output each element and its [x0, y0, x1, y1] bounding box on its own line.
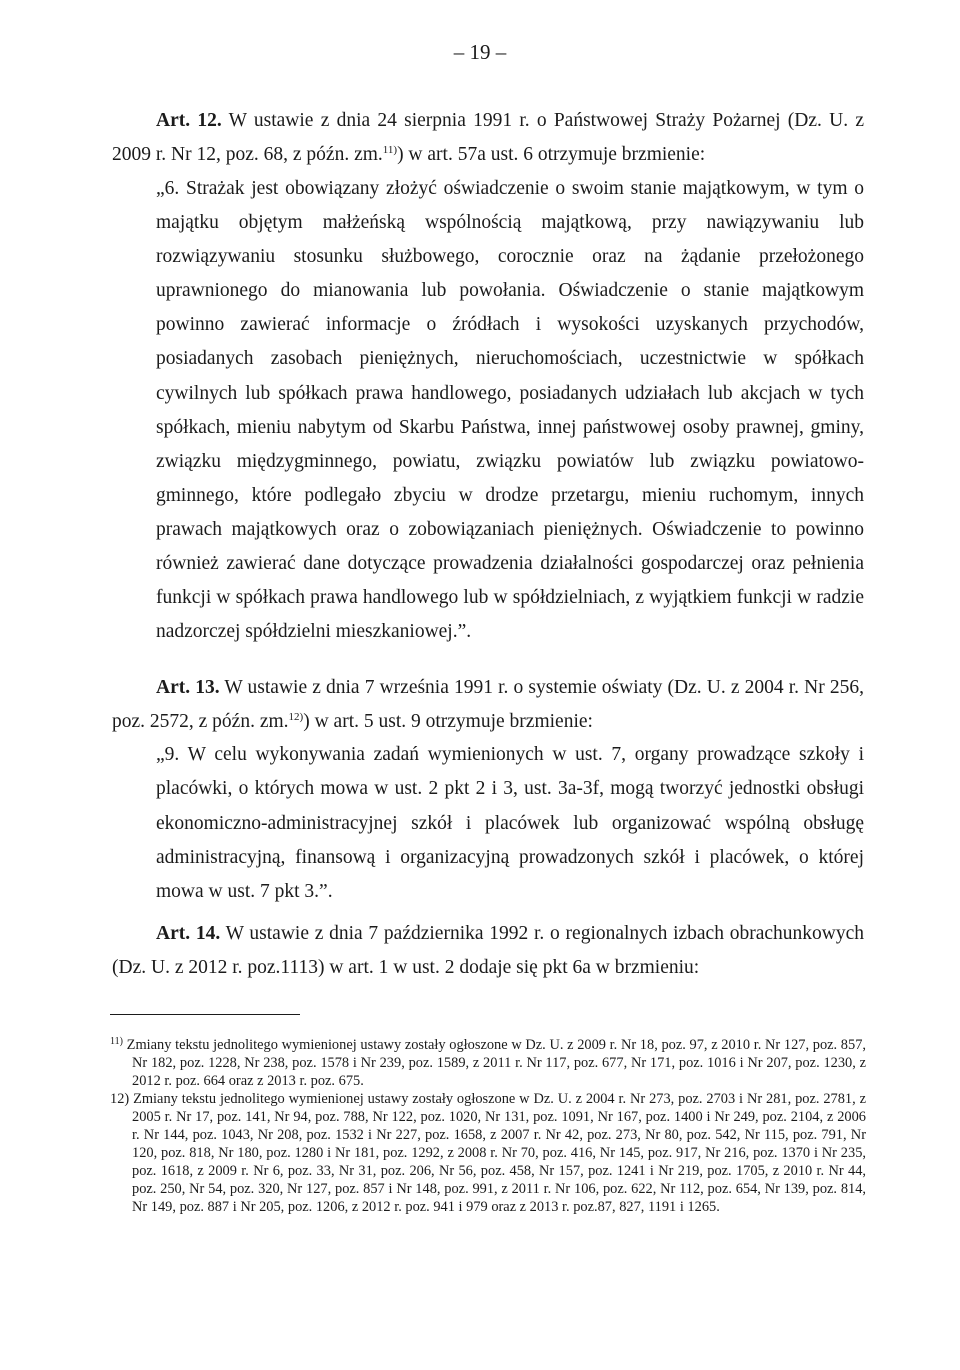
art-12-text-a: W ustawie z dnia 24 sierpnia 1991 r. o Państwowej Straży Pożarnej (Dz. U. z 2009 r. Nr 12, poz. 68, z późn. zm. — [112, 110, 864, 165]
footnote-11-text: Zmiany tekstu jednolitego wymienionej ustawy zostały ogłoszone w Dz. U. z 2009 r. Nr 18, poz. 97, z 2010 r. Nr 127, poz. 857, Nr 182, poz. 1228, Nr 238, poz. 1578 i Nr 239, poz. 1589, z 2011 r. Nr 117, poz. 677, Nr 171, poz. 1016 i Nr 207, poz. 1230, z 2012 r. poz. 664 oraz z 2013 r. poz. 675. — [122, 1037, 866, 1089]
art-12-paragraph — [112, 104, 864, 172]
page-number: – 19 – — [453, 40, 507, 64]
art-13-text-a: W ustawie z dnia 7 września 1991 r. o systemie oświaty (Dz. U. z 2004 r. Nr 256, poz. 2572, z późn. zm. — [112, 677, 864, 732]
footnote-11 — [110, 1036, 866, 1090]
art-14-paragraph — [112, 917, 864, 985]
footnote-11-mark: 11) — [110, 1036, 123, 1047]
art-14-heading: Art. 14. — [156, 923, 221, 944]
footnote-12-text: Zmiany tekstu jednolitego wymienionej ustawy zostały ogłoszone w Dz. U. z 2004 r. Nr 273, poz. 2703 i Nr 281, poz. 2781, z 2005 r. Nr 17, poz. 141, Nr 94, poz. 788, Nr 122, poz. 1020, Nr 131, poz. 1091, Nr 167, poz. 1400 i Nr 249, poz. 2104, z 2006 r. Nr 144, poz. 1043, Nr 208, poz. 1532 i Nr 227, poz. 1658, z 2007 r. Nr 42, poz. 273, Nr 80, poz. 542, Nr 115, poz. 791, Nr 120, poz. 818, Nr 180, poz. 1280 i Nr 181, poz. 1292, z 2008 r. Nr 70, poz. 416, Nr 145, poz. 917, Nr 216, poz. 1370 i Nr 235, poz. 1618, z 2009 r. Nr 6, poz. 33, Nr 31, poz. 206, Nr 56, poz. 458, Nr 157, poz. 1241 i Nr 219, poz. 1705, z 2010 r. Nr 44, poz. 250, Nr 54, poz. 320, Nr 127, poz. 857 i Nr 148, poz. 991, z 2011 r. Nr 106, poz. 622, Nr 112, poz. 654, Nr 139, poz. 814, Nr 149, poz. 887 i Nr 205, poz. 1206, z 2012 r. poz. 941 i 979 oraz z 2013 r. poz.87, 827, 1191 i 1265. — [129, 1091, 866, 1215]
footnote-12-mark: 12) — [110, 1091, 130, 1107]
art-14-text: W ustawie z dnia 7 października 1992 r. o regionalnych izbach obrachunkowych (Dz. U. z 2012 r. poz.1113) w art. 1 w ust. 2 dodaje się pkt 6a w brzmieniu: — [112, 923, 864, 978]
art-13-heading: Art. 13. — [156, 677, 220, 698]
art-13-paragraph — [112, 671, 864, 739]
art-13-text-b: ) w art. 5 ust. 9 otrzymuje brzmienie: — [303, 711, 593, 732]
art-13-quoted-provision: „9. W celu wykonywania zadań wymienionych w ust. 7, organy prowadzące szkoły i placówki, o których mowa w ust. 2 pkt 2 i 3, ust. 3a-3f, mogą tworzyć jednostki obsługi ekonomiczno-administracyjnej szkół i placówek lub organizować wspólną obsługę administracyjną, finansową i organizacyjną prowadzonych szkół i placówek, o której mowa w ust. 7 pkt 3.”. — [156, 744, 864, 903]
art-13-footnote-ref[interactable]: 12) — [288, 711, 304, 723]
art-12-heading: Art. 12. — [156, 110, 222, 131]
art-12-quoted-provision: „6. Strażak jest obowiązany złożyć oświadczenie o swoim stanie majątkowym, w tym o majątku objętym małżeńską wspólnością majątkową, przy nawiązywaniu lub rozwiązywaniu stosunku służbowego, corocznie oraz na żądanie przełożonego uprawnionego do mianowania lub powołania. Oświadczenie o stanie majątkowym powinno zawierać informacje o źródłach i wysokości uzyskanych przychodów, posiadanych zasobach pieniężnych, nieruchomościach, uczestnictwie w spółkach cywilnych lub spółkach prawa handlowego, posiadanych udziałach lub akcjach w tych spółkach, mieniu nabytym od Skarbu Państwa, innej państwowej osoby prawnej, gminy, związku międzygminnego, powiatu, związku powiatów lub związku powiatowo-gminnego, które podlegało zbyciu w drodze przetargu, mieniu ruchomym, innych prawach majątkowych oraz o zobowiązaniach pieniężnych. Oświadczenie to powinno również zawierać dane dotyczące prowadzenia działalności gospodarczej oraz pełnienia funkcji w spółkach prawa handlowego lub w spółdzielniach, z wyjątkiem funkcji w radzie nadzorczej spółdzielni mieszkaniowej.”. — [156, 178, 864, 643]
footnotes — [110, 1036, 866, 1216]
footnote-12 — [110, 1090, 866, 1216]
art-12-text-b: ) w art. 57a ust. 6 otrzymuje brzmienie: — [397, 144, 706, 165]
art-12-footnote-ref[interactable]: 11) — [382, 144, 398, 156]
footnote-separator — [110, 1014, 300, 1015]
